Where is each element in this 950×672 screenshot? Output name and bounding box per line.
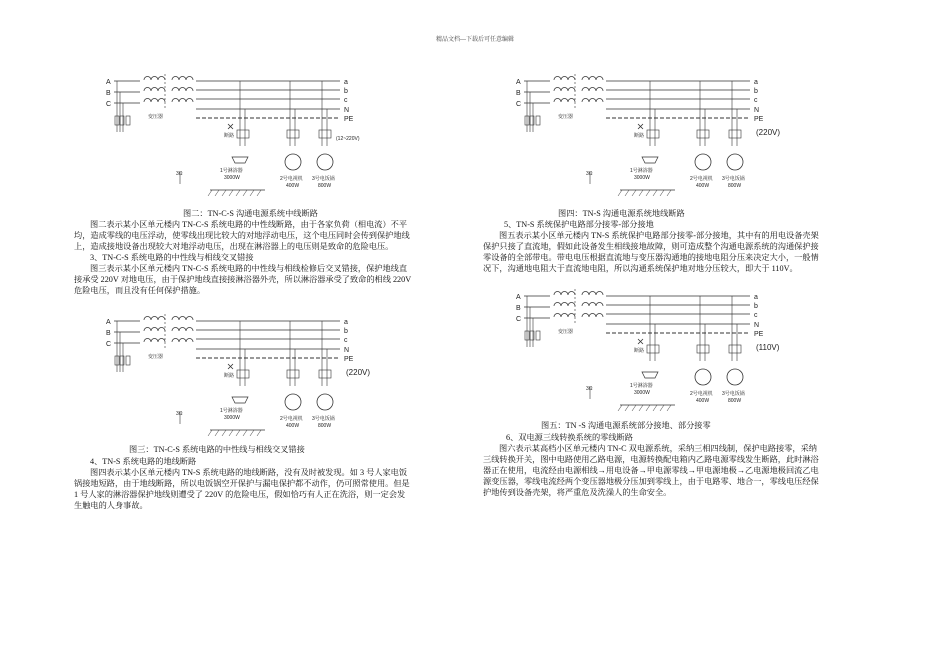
shower-icon (642, 372, 658, 378)
figure-4-caption: 图四：TN-S 沟通电源系统地线断路 (558, 209, 685, 218)
ground-label: 3Ω (586, 386, 593, 392)
transformer-primary-coil (158, 88, 165, 92)
text-line: 上，造成接地设备出现较大对地浮动电压，出现在淋浴器上的电压则是致命的危险电压。 (74, 242, 394, 251)
load-1-power: 3000W (224, 175, 240, 181)
breaker-box (647, 130, 659, 138)
transformer-primary-coil (568, 303, 575, 307)
transformer-primary-coil (144, 339, 151, 343)
ground-hatch (236, 190, 240, 196)
paragraph-fig2-description (74, 219, 464, 252)
transformer-label: 变压器 (558, 329, 574, 335)
ground-hatch (208, 430, 212, 436)
bus-label-c: c (754, 312, 758, 319)
load-2-power: 400W (286, 423, 300, 429)
transformer-secondary-coil (172, 317, 179, 321)
shower-icon (642, 157, 658, 163)
bus-label-b: b (344, 328, 348, 335)
ground-hatch (229, 190, 233, 196)
load-1-label: 1号淋浴器 (630, 383, 653, 389)
transformer-primary-coil (144, 317, 151, 321)
text-line: 均，造成零线的电压浮动，使零线出现比较大的对地浮动电压，这个电压同时会传到保护地线 (74, 231, 410, 240)
phase-label-c: C (106, 101, 112, 108)
bus-label-c: c (344, 337, 348, 344)
ground-hatch (222, 430, 226, 436)
voltage-note: (220V) (346, 368, 371, 377)
fuse-box (536, 116, 540, 125)
ground-hatch (257, 430, 261, 436)
ground-hatch (618, 405, 622, 411)
phase-label-a: A (106, 319, 111, 326)
shower-icon (232, 157, 248, 163)
phase-label-c: C (516, 316, 522, 323)
fuse-box (120, 356, 124, 365)
voltage-note: (220V) (756, 128, 781, 137)
text-line: 零设备的全部带电。带电电压根据直流地与变压器沟通地的接地电阻分压来决定大小，一般情 (483, 253, 819, 262)
text-line: 图五表示某小区单元楼内 TN-S 系统保护电路部分接零-部分接地，其中有的用电设备壳架 (499, 231, 819, 240)
text-line: 图三表示某小区单元楼内 TN-C-S 系统电路的中性线与相线检修后交叉错接，保护地线直 (90, 264, 408, 273)
load-3-label: 3号电饭锅 (312, 176, 335, 182)
voltage-note: (110V) (756, 343, 780, 352)
ground-hatch (646, 405, 650, 411)
fuse-box (120, 116, 124, 125)
ground-hatch (215, 190, 219, 196)
transformer-secondary-coil (589, 88, 596, 92)
break-marker (638, 339, 643, 344)
ground-hatch (243, 190, 247, 196)
transformer-primary-coil (158, 339, 165, 343)
ground-hatch (208, 190, 212, 196)
text-line: 源变压器，零线电流经两个变压器地极分压加到零线上，由于电路零、地合一，零线电压经保 (483, 477, 819, 486)
transformer-label: 变压器 (148, 114, 164, 120)
bus-label-n: N (754, 107, 760, 114)
transformer-secondary-coil (582, 88, 589, 92)
load-3-power: 800W (318, 183, 332, 189)
phase-label-b: B (106, 330, 111, 337)
ground-hatch (667, 190, 671, 196)
load-2-power: 400W (286, 183, 300, 189)
break-marker (638, 124, 643, 129)
ground-hatch (229, 430, 233, 436)
transformer-secondary-coil (172, 99, 179, 103)
ground-hatch (243, 430, 247, 436)
ground-label: 3Ω (176, 411, 183, 417)
rice-cooker-icon (317, 154, 333, 170)
transformer-primary-coil (561, 77, 568, 81)
ground-hatch (646, 190, 650, 196)
ground-hatch (639, 190, 643, 196)
load-2-power: 400W (696, 183, 710, 189)
fuse-box (530, 116, 534, 125)
transformer-secondary-coil (582, 77, 589, 81)
bus-label-a: a (754, 79, 758, 86)
tv-icon (285, 394, 301, 410)
ground-hatch (250, 430, 254, 436)
ground-hatch (632, 190, 636, 196)
load-2-label: 2号电视机 (280, 416, 303, 422)
text-line: 危险电压，而且没有任何保护措施。 (74, 286, 206, 295)
transformer-primary-coil (144, 77, 151, 81)
transformer-secondary-coil (186, 99, 193, 103)
text-line: 生触电的人身事故。 (74, 501, 148, 510)
breaker-box (697, 130, 709, 138)
fuse-box (536, 331, 540, 340)
load-2-label: 2号电视机 (280, 176, 303, 182)
ground-hatch (257, 190, 261, 196)
text-line: 1 号人家的淋浴器保护地线则遭受了 220V 的危险电压，假如恰巧有人正在洗浴，则一定会发 (74, 490, 406, 499)
section-heading-4: 4、TN-S 系统电路的地线断路 (90, 457, 197, 466)
transformer-secondary-coil (179, 77, 186, 81)
bus-label-c: c (344, 97, 348, 104)
transformer-primary-coil (568, 292, 575, 296)
transformer-secondary-coil (596, 314, 603, 318)
rice-cooker-icon (727, 154, 743, 170)
transformer-secondary-coil (589, 77, 596, 81)
transformer-secondary-coil (596, 77, 603, 81)
transformer-primary-coil (144, 99, 151, 103)
bus-label-pe: PE (344, 116, 354, 123)
load-3-label: 3号电饭锅 (312, 416, 335, 422)
tv-icon (695, 369, 711, 385)
transformer-primary-coil (554, 99, 561, 103)
load-1-label: 1号淋浴器 (220, 408, 243, 414)
text-line: 护地传到设备壳架，将严重危及洗澡人的生命安全。 (483, 488, 672, 497)
fuse-box (126, 356, 130, 365)
transformer-primary-coil (561, 292, 568, 296)
break-marker (228, 124, 233, 129)
ground-label: 3Ω (176, 171, 183, 177)
load-1-label: 1号淋浴器 (630, 168, 653, 174)
phase-label-b: B (516, 90, 521, 97)
break-label: 断路 (224, 373, 235, 379)
load-2-power: 400W (696, 398, 710, 404)
transformer-primary-coil (568, 314, 575, 318)
load-1-power: 3000W (224, 415, 240, 421)
bus-label-n: N (754, 322, 760, 329)
ground-hatch (632, 405, 636, 411)
figure-2-diagram (100, 72, 375, 200)
transformer-secondary-coil (186, 339, 193, 343)
load-3-label: 3号电饭锅 (722, 176, 745, 182)
ground-hatch (215, 430, 219, 436)
phase-label-c: C (516, 101, 522, 108)
fuse-box (126, 116, 130, 125)
transformer-primary-coil (144, 88, 151, 92)
ground-hatch (625, 405, 629, 411)
load-1-power: 3000W (634, 390, 650, 396)
text-line: 三线转换开关，图中电路使用乙路电源，电源转换配电箱内乙路电源零线发生断路，此时淋浴 (483, 455, 819, 464)
breaker-box (697, 345, 709, 353)
transformer-secondary-coil (582, 314, 589, 318)
ground-hatch (660, 405, 664, 411)
ground-hatch (250, 190, 254, 196)
text-line: 图二表示某小区单元楼内 TN-C-S 系统电路的中性线断路，由于各家负荷（相电流）不平 (90, 220, 408, 229)
transformer-primary-coil (158, 317, 165, 321)
transformer-secondary-coil (186, 317, 193, 321)
transformer-secondary-coil (186, 88, 193, 92)
phase-label-c: C (106, 341, 112, 348)
voltage-note: (12~220V) (336, 136, 360, 142)
fuse-box (530, 331, 534, 340)
breaker-box (729, 130, 741, 138)
transformer-secondary-coil (582, 292, 589, 296)
load-3-label: 3号电饭锅 (722, 391, 745, 397)
ground-hatch (667, 405, 671, 411)
transformer-primary-coil (554, 77, 561, 81)
breaker-box (237, 370, 249, 378)
transformer-secondary-coil (589, 314, 596, 318)
transformer-primary-coil (151, 77, 158, 81)
transformer-secondary-coil (172, 339, 179, 343)
transformer-label: 变压器 (148, 354, 164, 360)
transformer-secondary-coil (589, 303, 596, 307)
transformer-secondary-coil (172, 77, 179, 81)
breaker-box (287, 130, 299, 138)
ground-hatch (639, 405, 643, 411)
bus-label-pe: PE (344, 356, 354, 363)
phase-label-a: A (516, 294, 521, 301)
ground-label: 3Ω (586, 171, 593, 177)
text-line: 保护只接了直流地，假如此设备发生相线接地故障，则可造成整个沟通电源系统的沟通保护接 (483, 242, 819, 251)
figure-5-diagram (510, 287, 785, 415)
transformer-primary-coil (158, 328, 165, 332)
bus-label-a: a (344, 319, 348, 326)
bus-label-pe: PE (754, 116, 764, 123)
transformer-secondary-coil (186, 77, 193, 81)
break-label: 断路 (634, 348, 645, 354)
load-2-label: 2号电视机 (690, 391, 713, 397)
breaker-box (319, 130, 331, 138)
shower-icon (232, 397, 248, 403)
transformer-secondary-coil (582, 303, 589, 307)
transformer-primary-coil (561, 88, 568, 92)
load-2-label: 2号电视机 (690, 176, 713, 182)
ground-hatch (236, 430, 240, 436)
transformer-primary-coil (561, 314, 568, 318)
text-line: 器正在使用，电流经由电源相线→用电设备→甲电源零线→甲电源地极→乙电源地极回流乙电 (483, 466, 819, 475)
transformer-primary-coil (568, 88, 575, 92)
transformer-secondary-coil (179, 339, 186, 343)
text-line: 图六表示某高档小区单元楼内 TN-C 双电源系统，采纳三相四线制，保护电路接零，采纳 (499, 444, 817, 453)
transformer-primary-coil (554, 314, 561, 318)
text-line: 锅接地短路，由于地线断路，所以电饭锅空开保护与漏电保护都不动作，仍可照常使用。但是 (74, 479, 410, 488)
ground-hatch (618, 190, 622, 196)
phase-label-b: B (516, 305, 521, 312)
breaker-box (647, 345, 659, 353)
transformer-secondary-coil (582, 99, 589, 103)
break-marker (228, 364, 233, 369)
section-heading-3: 3、TN-C-S 系统电路的中性线与相线交叉错接 (90, 253, 254, 262)
transformer-primary-coil (151, 99, 158, 103)
paragraph-fig6-description (483, 443, 883, 498)
bus-label-b: b (754, 88, 758, 95)
transformer-primary-coil (554, 88, 561, 92)
transformer-secondary-coil (179, 328, 186, 332)
figure-4-diagram (510, 72, 785, 200)
transformer-primary-coil (554, 303, 561, 307)
transformer-label: 变压器 (558, 114, 574, 120)
bus-label-a: a (344, 79, 348, 86)
rice-cooker-icon (317, 394, 333, 410)
phase-label-a: A (106, 79, 111, 86)
bus-label-n: N (344, 107, 350, 114)
rice-cooker-icon (727, 369, 743, 385)
transformer-primary-coil (554, 292, 561, 296)
figure-2-caption: 图二：TN-C-S 沟通电源系统中线断路 (183, 209, 318, 218)
ground-hatch (222, 190, 226, 196)
load-1-label: 1号淋浴器 (220, 168, 243, 174)
break-label: 断路 (224, 133, 235, 139)
transformer-primary-coil (561, 99, 568, 103)
ground-hatch (653, 405, 657, 411)
transformer-secondary-coil (589, 99, 596, 103)
figure-3-diagram (100, 312, 375, 440)
tv-icon (695, 154, 711, 170)
section-heading-6: 6、双电源三线转换系统的零线断路 (506, 433, 633, 442)
text-line: 况下，沟通地电阻大于直流地电阻，所以沟通系统保护地对地分压较大，即大于 110V。 (483, 264, 798, 273)
transformer-primary-coil (151, 328, 158, 332)
section-heading-5: 5、TN-S 系统保护电路部分接零-部分接地 (504, 220, 654, 229)
bus-label-pe: PE (754, 331, 764, 338)
ground-hatch (660, 190, 664, 196)
bus-label-c: c (754, 97, 758, 104)
transformer-secondary-coil (172, 328, 179, 332)
tv-icon (285, 154, 301, 170)
text-line: 图四表示某小区单元楼内 TN-S 系统电路的地线断路，没有及时被发现。如 3 号人家电饭 (90, 468, 408, 477)
transformer-primary-coil (561, 303, 568, 307)
transformer-secondary-coil (596, 292, 603, 296)
paragraph-fig4-description (74, 467, 464, 511)
breaker-box (287, 370, 299, 378)
transformer-primary-coil (158, 77, 165, 81)
transformer-primary-coil (151, 339, 158, 343)
break-label: 断路 (634, 133, 645, 139)
transformer-primary-coil (151, 88, 158, 92)
breaker-box (729, 345, 741, 353)
page-header: 精品文档---下载后可任意编辑 (436, 37, 514, 43)
ground-hatch (653, 190, 657, 196)
transformer-secondary-coil (179, 317, 186, 321)
text-line: 接承受 220V 对地电压，由于保护地线直接接淋浴器外壳，所以淋浴器承受了致命的相线 220V (74, 275, 412, 284)
load-1-power: 3000W (634, 175, 650, 181)
transformer-secondary-coil (596, 303, 603, 307)
transformer-secondary-coil (186, 328, 193, 332)
load-3-power: 800W (728, 183, 742, 189)
transformer-primary-coil (144, 328, 151, 332)
bus-label-n: N (344, 347, 350, 354)
breaker-box (237, 130, 249, 138)
transformer-secondary-coil (596, 99, 603, 103)
transformer-primary-coil (158, 99, 165, 103)
load-3-power: 800W (318, 423, 332, 429)
bus-label-b: b (344, 88, 348, 95)
bus-label-b: b (754, 303, 758, 310)
bus-label-a: a (754, 294, 758, 301)
figure-5-caption: 图五：TN -S 沟通电源系统部分接地、部分接零 (541, 421, 711, 430)
breaker-box (319, 370, 331, 378)
transformer-secondary-coil (589, 292, 596, 296)
paragraph-fig3-description (74, 263, 464, 296)
transformer-primary-coil (568, 99, 575, 103)
phase-label-b: B (106, 90, 111, 97)
transformer-secondary-coil (596, 88, 603, 92)
transformer-primary-coil (568, 77, 575, 81)
transformer-primary-coil (151, 317, 158, 321)
transformer-secondary-coil (179, 88, 186, 92)
load-3-power: 800W (728, 398, 742, 404)
phase-label-a: A (516, 79, 521, 86)
figure-3-caption: 图三：TN-C-S 系统电路的中性线与相线交叉错接 (129, 445, 305, 454)
paragraph-fig5-description (483, 230, 883, 274)
transformer-secondary-coil (179, 99, 186, 103)
transformer-secondary-coil (172, 88, 179, 92)
ground-hatch (625, 190, 629, 196)
